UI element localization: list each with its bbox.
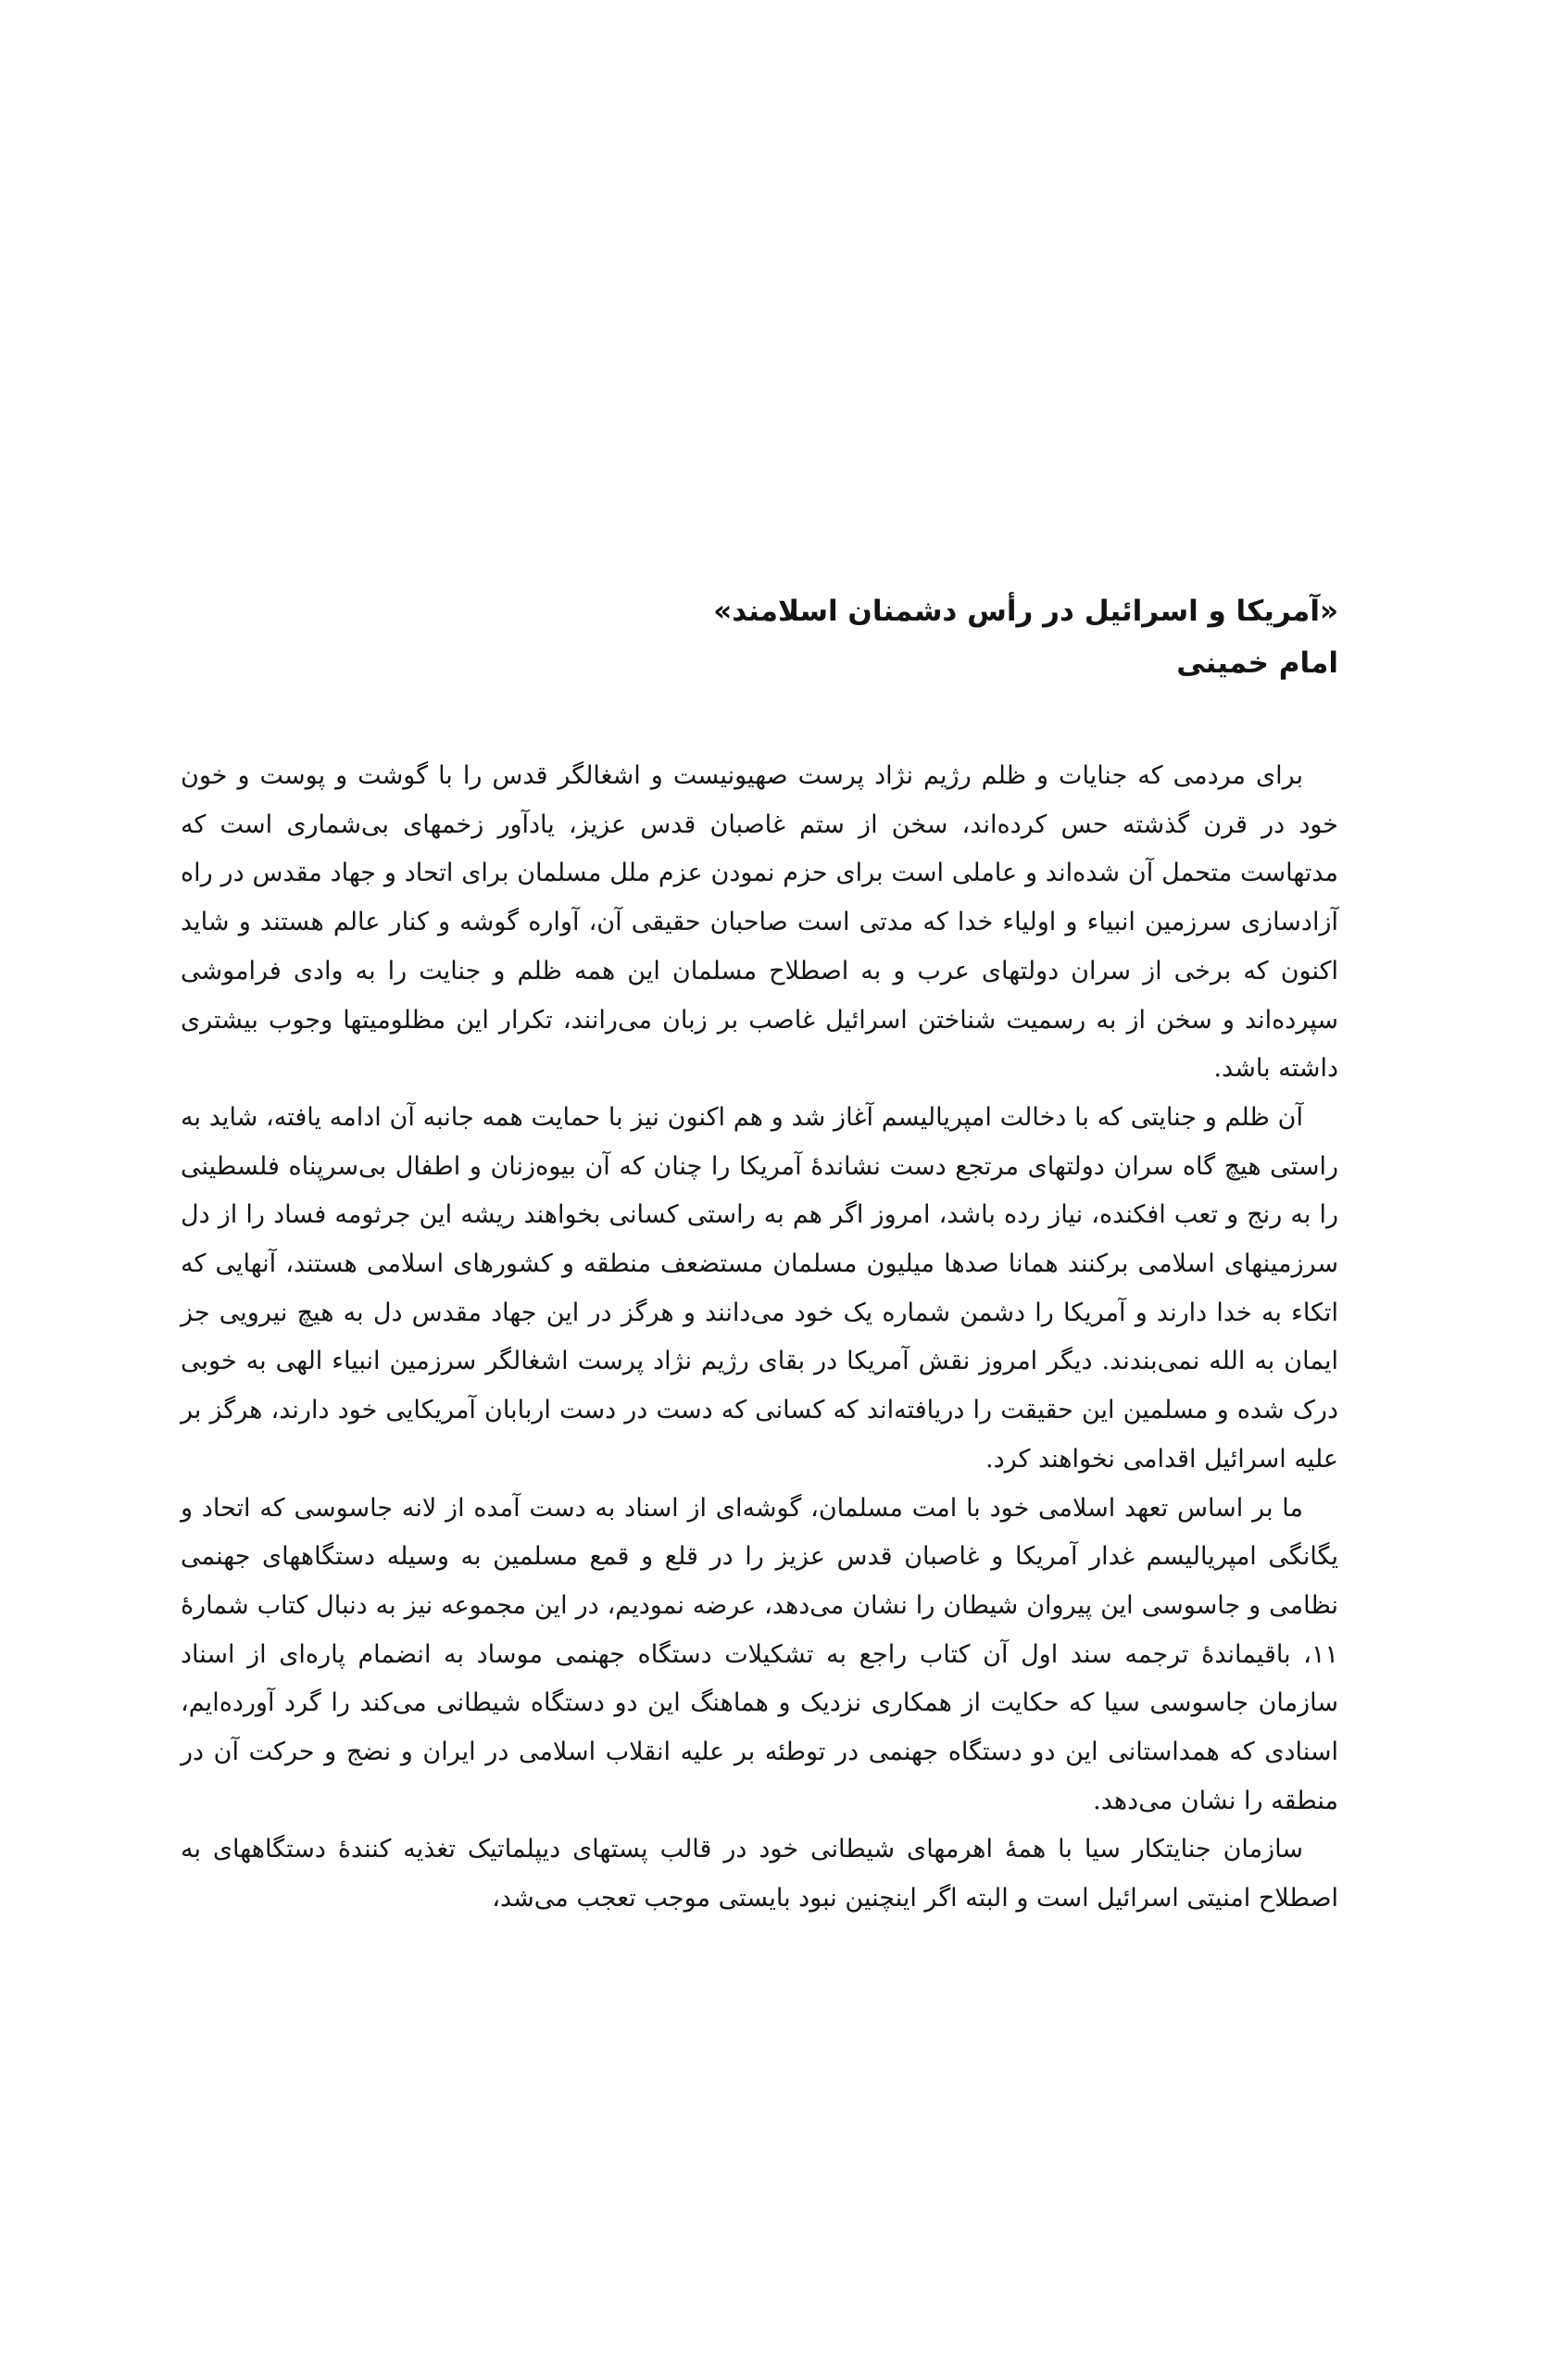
- paragraph-3: ما بر اساس تعهد اسلامی خود با امت مسلمان، گوشه‌ای از اسناد به دست آمده از لانه جاسوسی که اتحاد و یگانگی امپریالیسم غدار آمریکا و غاصبان قدس عزیز را در قلع و قمع مسلمین به وسیله دستگاههای جهنمی نظامی و جاسوسی این پیروان شیطان را نشان می‌دهد، عرضه نمودیم، در این مجموعه نیز به دنبال کتاب شمارهٔ ۱۱، باقیماندهٔ ترجمه سند اول آن کتاب راجع به تشکیلات دستگاه جهنمی موساد به انضمام پاره‌ای از اسناد سازمان جاسوسی سیا که حکایت از همکاری نزدیک و هماهنگ این دو دستگاه شیطانی می‌کند را گرد آورده‌ایم، اسنادی که همداستانی این دو دستگاه جهنمی در توطئه بر علیه انقلاب اسلامی در ایران و نضج و حرکت آن در منطقه را نشان می‌دهد.: [181, 1493, 1338, 1815]
- document-header: [227, 585, 1338, 689]
- author-name: امام خمینی: [1176, 646, 1338, 680]
- paragraph-1: برای مردمی که جنایات و ظلم رژیم نژاد پرست صهیونیست و اشغالگر قدس را با گوشت و پوست و خون خود در قرن گذشته حس کرده‌اند، سخن از ستم غاصبان قدس عزیز، یادآور زخمهای بی‌شماری است که مدتهاست متحمل آن شده‌اند و عاملی است برای حزم نمودن عزم ملل مسلمان برای اتحاد و جهاد مقدس در راه آزادسازی سرزمین انبیاء و اولیاء خدا که مدتی است صاحبان حقیقی آن، آواره گوشه و کنار عالم هستند و شاید اکنون که برخی از سران دولتهای عرب و به اصطلاح مسلمان این همه ظلم و جنایت را به وادی فراموشی سپرده‌اند و سخن از به رسمیت شناختن اسرائیل غاصب بر زبان می‌رانند، تکرار این مظلومیتها وجوب بیشتری داشته باشد.: [181, 761, 1338, 1084]
- paragraph-2: آن ظلم و جنایتی که با دخالت امپریالیسم آغاز شد و هم اکنون نیز با حمایت همه جانبه آن ادامه یافته، شاید به راستی هیچ گاه سران دولتهای مرتجع دست نشاندهٔ آمریکا را چنان که آن بیوه‌زنان و اطفال بی‌سرپناه فلسطینی را به رنج و تعب افکنده، نیاز رده باشد، امروز اگر هم به راستی کسانی بخواهند ریشه این جرثومه فساد را از دل سرزمینهای اسلامی برکنند همانا صدها میلیون مسلمان مستضعف منطقه و کشورهای اسلامی هستند، آنهایی که اتکاء به خدا دارند و آمریکا را دشمن شماره یک خود می‌دانند و هرگز در این جهاد مقدس دل به هیچ نیرویی جز ایمان به الله نمی‌بندند. دیگر امروز نقش آمریکا در بقای رژیم نژاد پرست اشغالگر سرزمین انبیاء الهی به خوبی درک شده و مسلمین این حقیقت را دریافته‌اند که کسانی که دست در دست اربابان آمریکایی خود دارند، هرگز بر علیه اسرائیل اقدامی نخواهند کرد.: [181, 1102, 1339, 1474]
- document-body: [181, 752, 1338, 1924]
- document-title: «آمریکا و اسرائیل در رأس دشمنان اسلامند»: [713, 595, 1338, 628]
- paragraph-4: سازمان جنایتکار سیا با همهٔ اهرمهای شیطانی خود در قالب پستهای دیپلماتیک تغذیه کنندهٔ دستگاههای به اصطلاح امنیتی اسرائیل است و البته اگر اینچنین نبود بایستی موجب تعجب می‌شد،: [181, 1835, 1338, 1913]
